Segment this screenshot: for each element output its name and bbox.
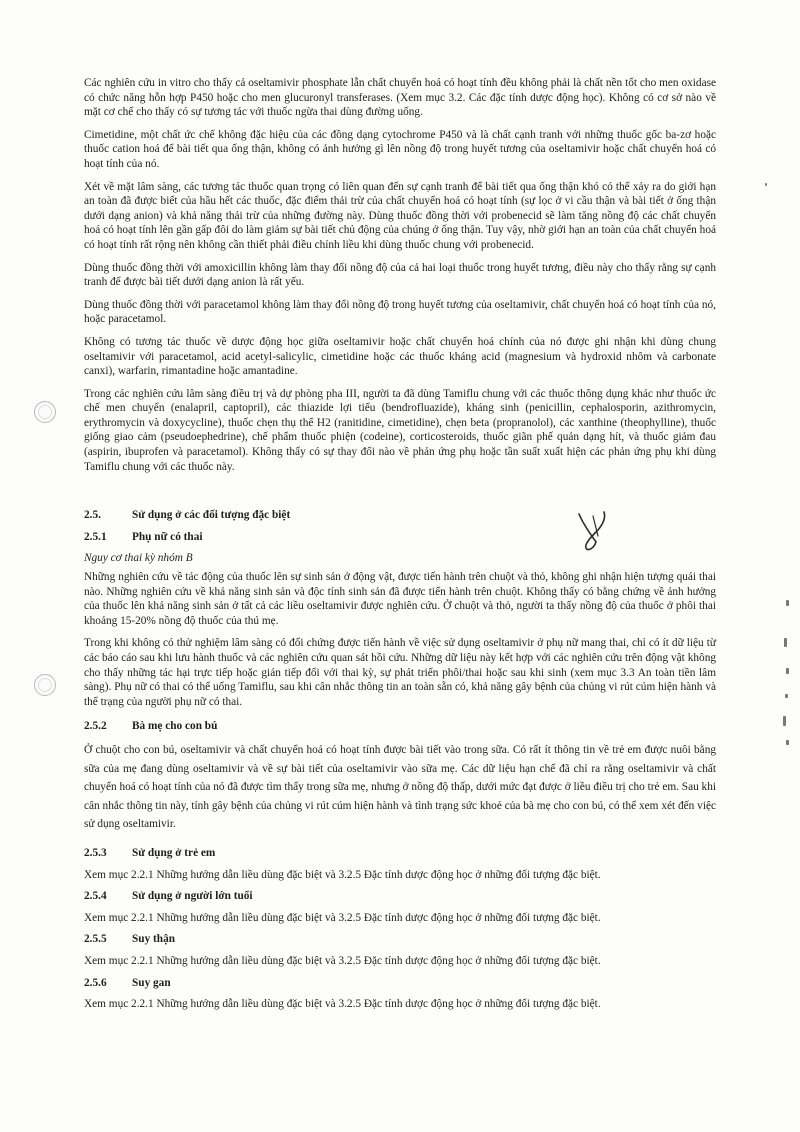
margin-speck [786,740,789,745]
paragraph-no-pk-interaction: Không có tương tác thuốc về dược động học giữa oseltamivir hoặc chất chuyển hoá chính của nó được ghi nhận khi dùng chung oseltamivir với paracetamol, acid acetyl-salicylic, cimetidine hoặc các thuốc kháng acid (magnesium và hydroxid nhôm và carbonate canxi), warfarin, rimantadine hoặc amantadine. [84,335,716,378]
section-heading-2-5-4 [84,889,716,904]
reference-text: Xem mục 2.2.1 Những hướng dẫn liều dùng đặc biệt và 3.2.5 Đặc tính dược động học ở những đối tượng đặc biệt. [84,868,601,881]
section-number: 2.5.3 [84,846,107,859]
section-title: Sử dụng ở các đối tượng đặc biệt [132,509,291,522]
margin-speck [765,183,767,186]
section-title: Sử dụng ở trẻ em [132,846,216,859]
margin-speck [786,668,789,674]
paragraph-paracetamol: Dùng thuốc đồng thời với paracetamol không làm thay đổi nồng độ trong huyết tương của oseltamivir, chất chuyển hoá có hoạt tính của nó, hoặc paracetamol. [84,298,716,326]
section-heading-2-5 [84,508,716,523]
section-number: 2.5.6 [84,976,107,989]
document-page [84,76,716,1019]
reference-text: Xem mục 2.2.1 Những hướng dẫn liều dùng đặc biệt và 3.2.5 Đặc tính dược động học ở những đối tượng đặc biệt. [84,998,601,1011]
margin-speck [784,638,787,647]
section-number: 2.5.4 [84,890,107,903]
reference-text: Xem mục 2.2.1 Những hướng dẫn liều dùng đặc biệt và 3.2.5 Đặc tính dược động học ở những đối tượng đặc biệt. [84,911,601,924]
section-number: 2.5. [84,509,101,522]
paragraph-breastfeeding: Ở chuột cho con bú, oseltamivir và chất chuyển hoá có hoạt tính được bài tiết vào trong sữa. Có rất ít thông tin về trẻ em được nuôi bằng sữa của mẹ đang dùng oseltamivir và về sự bài tiết của oseltamivir vào sữa mẹ. Các dữ liệu hạn chế đã chỉ ra rằng oseltamivir và chất chuyển hoá có hoạt tính của nó đã được tìm thấy trong sữa mẹ, nhưng ở nồng độ thấp, dưới mức đạt được ở liều điều trị cho trẻ em. Sau khi cân nhắc thông tin này, tính gây bệnh của chủng vi rút cúm hiện hành và tình trạng sức khoẻ của bà mẹ cho con bú, có thể xem xét đến việc sử dụng oseltamivir. [84,743,716,831]
section-title: Suy thận [132,933,176,946]
reference-text: Xem mục 2.2.1 Những hướng dẫn liều dùng đặc biệt và 3.2.5 Đặc tính dược động học ở những đối tượng đặc biệt. [84,954,601,967]
margin-speck [783,716,786,726]
section-heading-2-5-3 [84,846,716,861]
section-title: Bà mẹ cho con bú [132,720,218,733]
paragraph-amoxicillin: Dùng thuốc đồng thời với amoxicillin không làm thay đổi nồng độ của cả hai loại thuốc trong huyết tương, điều này cho thấy rằng sự cạnh tranh để được bài tiết dưới dạng anion là rất yếu. [84,261,716,289]
section-title: Sử dụng ở người lớn tuổi [132,890,253,903]
paragraph-interactions-invitro: Các nghiên cứu in vitro cho thấy cả oseltamivir phosphate lẫn chất chuyển hoá có hoạt tính đều không phải là chất nền tốt cho men oxidase có chức năng hỗn hợp P450 hoặc cho men glucuronyl transferases. (Xem mục 3.2. Các đặc tính dược động học). Không có cơ sở nào về mặt cơ chế cho thấy có sự tương tác với thuốc ngừa thai dùng đường uống. [84,77,716,119]
margin-speck [786,600,789,606]
punch-hole-bottom [34,674,56,696]
section-number: 2.5.5 [84,933,107,946]
paragraph-renal-competition: Xét về mặt lâm sàng, các tương tác thuốc quan trọng có liên quan đến sự cạnh tranh để bài tiết qua ống thận khó có thể xảy ra do giới hạn an toàn đã được biết của hầu hết các thuốc, đặc điểm thải trừ của chất chuyển hoá có hoạt tính (sự lọc ở vi cầu thận và bài tiết ở ống thận dưới dạng anion) và khả năng thải trừ của những đường này. Dùng thuốc đồng thời với probenecid sẽ làm tăng nồng độ các chất chuyển hoá có hoạt tính lên gần gấp đôi do làm giảm sự bài tiết chủ động của chúng ở ống thận. Tuy vậy, nhờ giới hạn an toàn của chất chuyển hoá có hoạt tính rất rộng nên không cần thiết phải điều chỉnh liều khi dùng thuốc chung với probenecid. [84,180,716,251]
section-heading-2-5-2 [84,719,716,734]
pregnancy-risk-category: Nguy cơ thai kỳ nhóm B [84,552,193,565]
section-heading-2-5-1 [84,530,716,545]
section-title: Phụ nữ có thai [132,530,203,543]
paragraph-pregnancy-animal: Những nghiên cứu về tác động của thuốc lên sự sinh sản ở động vật, được tiến hành trên chuột và thỏ, không ghi nhận hiện tượng quái thai nào. Những nghiên cứu về khả năng sinh sản và độc tính sinh sản đã được tiến hành trên chuột. Không thấy có bằng chứng về ảnh hưởng của thuốc lên khả năng sinh sản ở tất cả các liều oseltamivir được nghiên cứu. Ở chuột và thỏ, người ta thấy nồng độ của thuốc ở phôi thai khoảng 15-20% nồng độ thuốc của thú mẹ. [84,571,716,627]
punch-hole-top [34,401,56,423]
section-heading-2-5-6 [84,976,716,991]
paragraph-cimetidine: Cimetidine, một chất ức chế không đặc hiệu của các đồng dạng cytochrome P450 và là chất cạnh tranh với những thuốc gốc ba-zơ hoặc thuốc cation hoá để bài tiết qua ống thận, không có ảnh hưởng gì lên nồng độ trong huyết tương của oseltamivir hoặc chất chuyển hoá có hoạt tính của nó. [84,128,716,170]
section-heading-2-5-5 [84,932,716,947]
section-title: Suy gan [132,976,171,989]
section-number: 2.5.2 [84,720,107,733]
section-number: 2.5.1 [84,530,107,543]
paragraph-pregnancy-clinical: Trong khi không có thử nghiệm lâm sàng có đối chứng được tiến hành về việc sử dụng oseltamivir ở phụ nữ mang thai, chỉ có ít dữ liệu từ các báo cáo sau khi lưu hành thuốc và các nghiên cứu quan sát hồi cứu. Những dữ liệu này kết hợp với các nghiên cứu trên động vật không cho thấy những tác hại trực tiếp hoặc gián tiếp đối với thai kỳ, sự phát triển phôi/thai hoặc sau khi sinh (xem mục 3.3 An toàn tiền lâm sàng). Phụ nữ có thai có thể uống Tamiflu, sau khi cân nhắc thông tin an toàn sẵn có, khả năng gây bệnh của chủng vi rút cúm hiện hành và thể trạng của người phụ nữ có thai. [84,637,716,708]
margin-speck [785,694,788,698]
paragraph-phase-iii: Trong các nghiên cứu lâm sàng điều trị và dự phòng pha III, người ta đã dùng Tamiflu chung với các thuốc thông dụng khác như thuốc ức chế men chuyển (enalapril, captopril), các thiazide lợi tiểu (bendrofluazide), kháng sinh (penicillin, cephalosporin, azithromycin, erythromycin và doxycycline), thuốc chẹn thụ thể H2 (ranitidine, cimetidine), chẹn beta (propranolol), các xanthine (theophylline), thuốc giống giao cảm (pseudoephedrine), chế phẩm thuốc phiện (codeine), corticosteroids, thuốc giãn phế quản dạng hít, và thuốc giảm đau (aspirin, ibuprofen và paracetamol). Không thấy có sự thay đổi nào về phản ứng phụ hoặc tần suất xuất hiện các phản ứng phụ khi dùng Tamiflu chung với các thuốc này. [84,387,716,473]
